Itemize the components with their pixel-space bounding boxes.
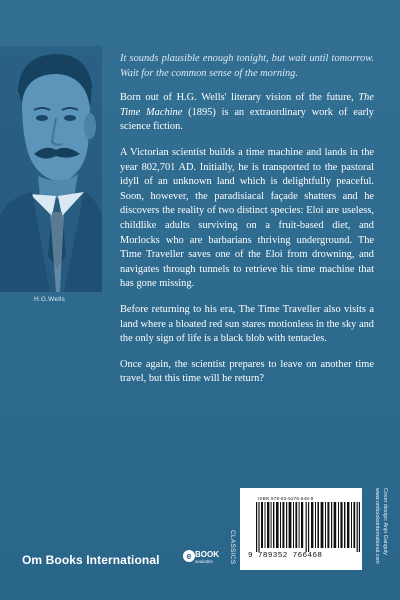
isbn-small: ISBN 978-93-5276-646-8	[258, 496, 314, 501]
isbn-digits: 9 789352 766468	[248, 552, 323, 560]
paragraph-plot: A Victorian scientist builds a time machine and lands in the year 802,701 AD. Initially, he is transported to the pastoral idyll of an unknown land which is delightfully peaceful. Soon, however, the paradisiacal façade shatters and he discovers the reality of two distinct species: Eloi are useless, childlike adults surviving on a fruit-based diet, and Morlocks who are barbarians thriving underground. The Time Traveller saves one of the Eloi from drowning, and navigates through tunnels to retrieve his time machine that has gone missing.	[120, 146, 374, 290]
blurb	[120, 52, 374, 398]
paragraph-return: Before returning to his era, The Time Traveller also visits a land where a bloated red sun stares motionless in the sky and the only sign of life is a black blob with tentacles.	[120, 303, 374, 345]
barcode-block	[240, 488, 362, 570]
cover-design-credit: Cover design: Anjn Ganguly	[382, 488, 388, 555]
ebook-available: available	[195, 559, 213, 564]
barcode-icon	[256, 502, 360, 552]
category-text: CLASSICS	[229, 530, 236, 565]
ebook-word: BOOK	[195, 550, 219, 559]
portrait-caption: H.G.Wells	[34, 296, 65, 303]
ebook-logo	[183, 548, 227, 568]
side-credits	[374, 488, 394, 580]
website-text: www.ombooksinternational.com	[374, 488, 380, 564]
opening-quote: It sounds plausible enough tonight, but wait until tomorrow. Wait for the common sense of the morning.	[120, 53, 374, 79]
author-portrait	[0, 46, 102, 292]
ebook-icon: e	[183, 550, 195, 562]
paragraph-intro	[120, 91, 374, 135]
intro-post: (1895) is an extraordinary work of early science fiction.	[120, 106, 374, 133]
intro-pre: Born out of H.G. Wells' literary vision of the future,	[120, 92, 359, 104]
book-title: The Time Machine	[120, 92, 374, 118]
paragraph-closing: Once again, the scientist prepares to leave on another time travel, but this time will he return?	[120, 358, 374, 385]
publisher-name: Om Books International	[22, 553, 160, 567]
